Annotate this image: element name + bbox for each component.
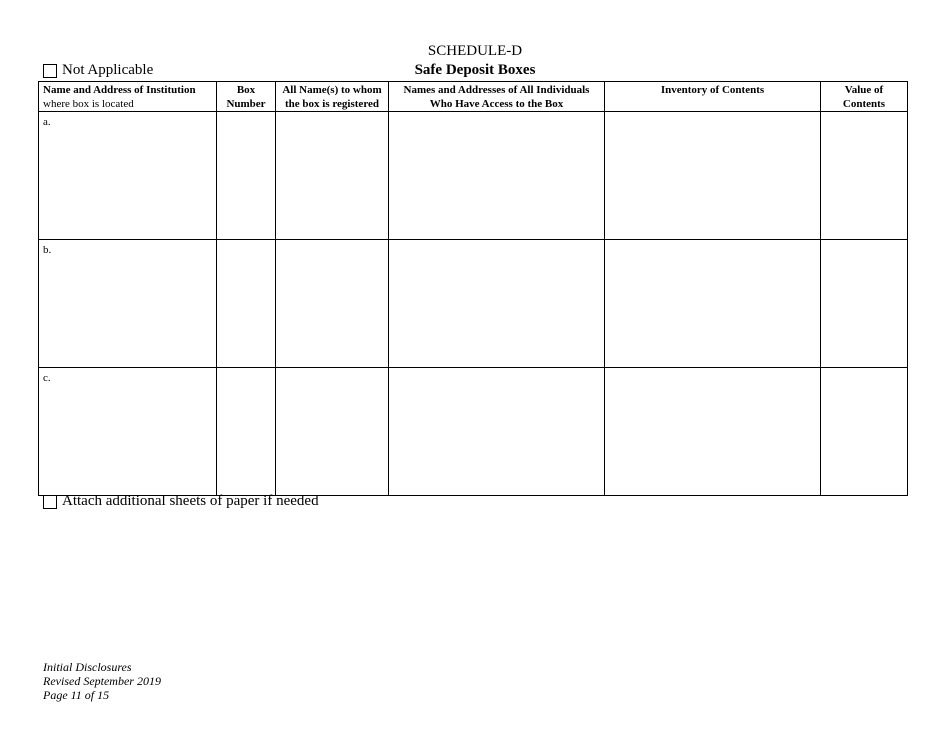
cell-box-number[interactable] <box>217 112 276 240</box>
row-letter: c. <box>43 372 51 384</box>
cell-value[interactable] <box>821 112 908 240</box>
column-header-access-individuals: Names and Addresses of All Individuals Who Have Access to the Box <box>389 82 605 112</box>
footer-revision: Revised September 2019 <box>43 674 161 688</box>
cell-access-individuals[interactable] <box>389 112 605 240</box>
cell-access-individuals[interactable] <box>389 240 605 368</box>
cell-value[interactable] <box>821 240 908 368</box>
not-applicable-option[interactable] <box>43 62 153 79</box>
table-row <box>39 240 908 368</box>
column-header-inventory: Inventory of Contents <box>605 82 821 112</box>
column-header-box-number: Box Number <box>217 82 276 112</box>
cell-institution[interactable] <box>39 240 217 368</box>
footer-page-number: Page 11 of 15 <box>43 688 110 702</box>
cell-registered-names[interactable] <box>276 240 389 368</box>
cell-registered-names[interactable] <box>276 112 389 240</box>
not-applicable-checkbox[interactable] <box>43 64 57 78</box>
schedule-label: SCHEDULE-D <box>427 43 523 59</box>
row-letter: a. <box>43 116 51 128</box>
cell-institution[interactable] <box>39 112 217 240</box>
not-applicable-label: Not Applicable <box>62 62 154 78</box>
cell-value[interactable] <box>821 368 908 496</box>
cell-inventory[interactable] <box>605 112 821 240</box>
attach-sheets-checkbox[interactable] <box>43 495 57 509</box>
page-title: Safe Deposit Boxes <box>414 62 536 78</box>
attach-sheets-option[interactable] <box>43 493 319 510</box>
cell-box-number[interactable] <box>217 368 276 496</box>
cell-inventory[interactable] <box>605 368 821 496</box>
cell-inventory[interactable] <box>605 240 821 368</box>
column-header-value: Value of Contents <box>821 82 908 112</box>
attach-sheets-label: Attach additional sheets of paper if needed <box>62 493 319 509</box>
cell-box-number[interactable] <box>217 240 276 368</box>
footer-document-name: Initial Disclosures <box>43 660 132 674</box>
cell-registered-names[interactable] <box>276 368 389 496</box>
table-row <box>39 368 908 496</box>
table-row <box>39 112 908 240</box>
cell-access-individuals[interactable] <box>389 368 605 496</box>
row-letter: b. <box>43 244 52 256</box>
cell-institution[interactable] <box>39 368 217 496</box>
column-header-registered-names: All Name(s) to whom the box is registered <box>276 82 389 112</box>
table-header-row <box>39 82 908 112</box>
column-header-institution: Name and Address of Institution where box is located <box>39 82 217 112</box>
page-footer <box>43 660 161 702</box>
safe-deposit-table <box>38 81 908 496</box>
